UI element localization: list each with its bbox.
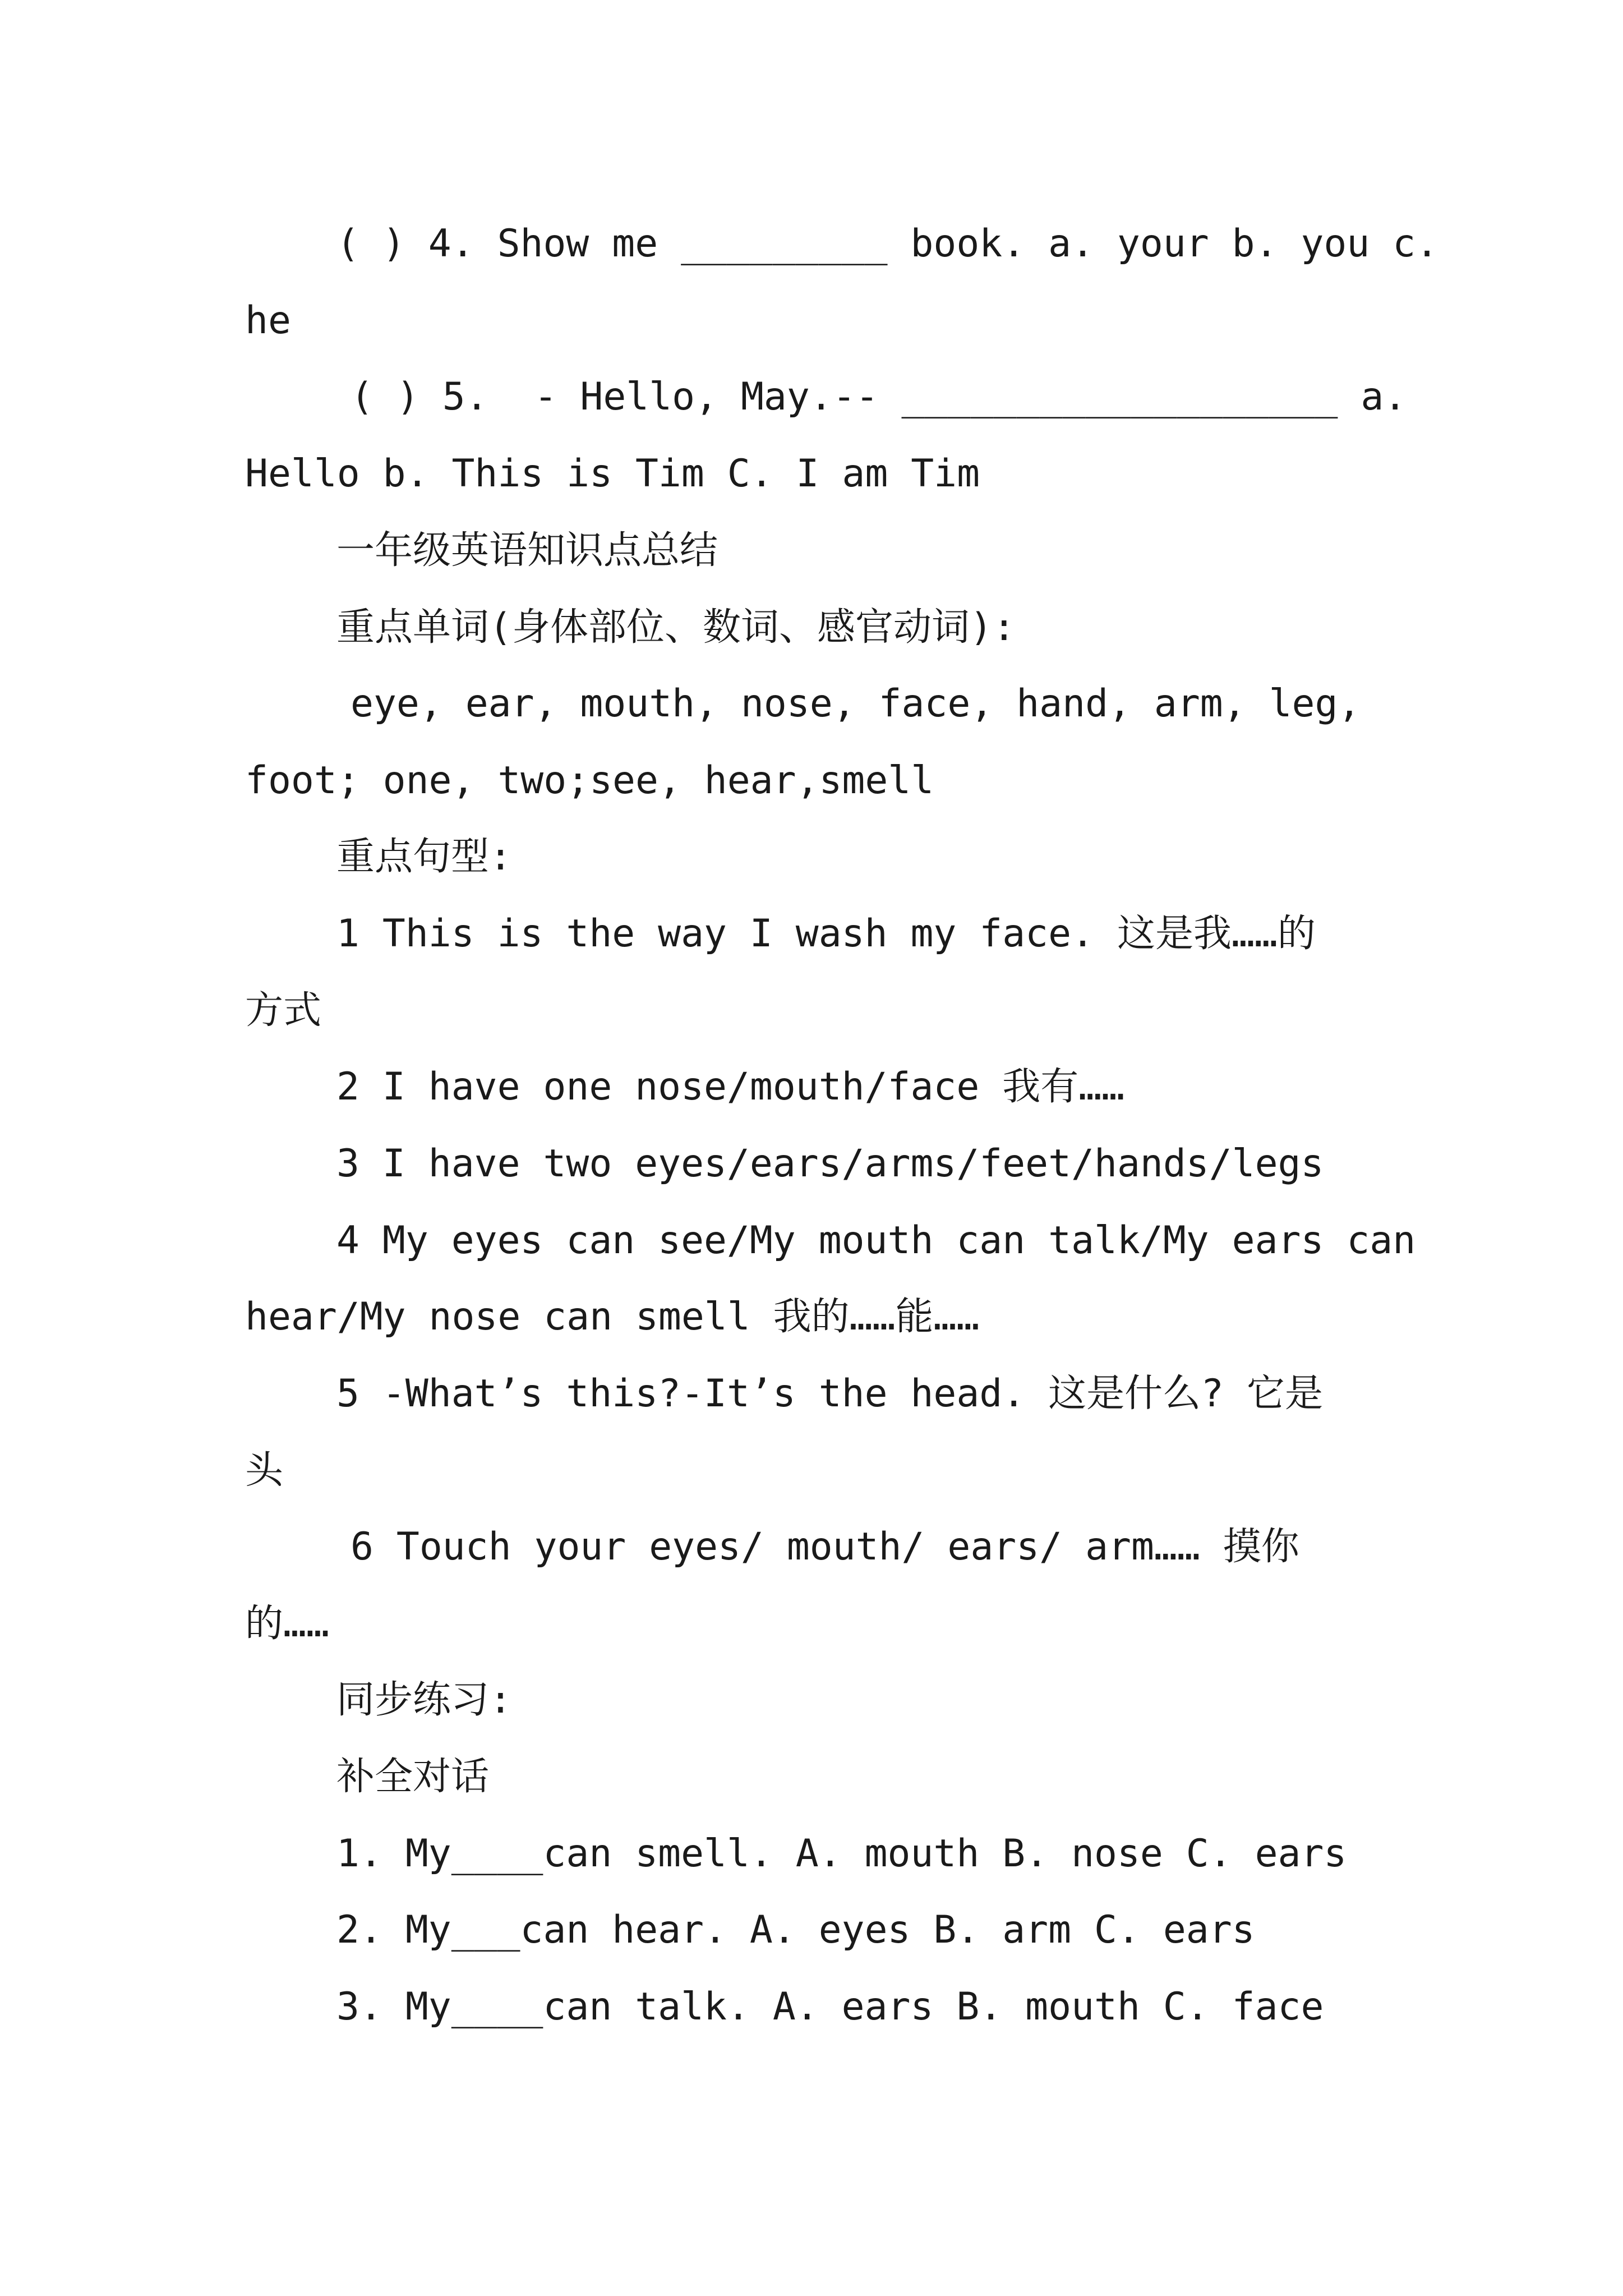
sentence-1-line1: 1 This is the way I wash my face. 这是我……的 (336, 912, 1316, 956)
key-words-line2: foot; one, two;see, hear,smell (245, 758, 934, 803)
practice-heading: 同步练习: (336, 1678, 512, 1722)
key-words-heading: 重点单词(身体部位、数词、感官动词): (336, 605, 1016, 650)
sentence-6-line1: 6 Touch your eyes/ mouth/ ears/ arm…… 摸你 (351, 1525, 1299, 1569)
quiz-q5-line1: ( ) 5. - Hello, May.-- ___________________ a. (351, 375, 1407, 419)
key-words-line1: eye, ear, mouth, nose, face, hand, arm, leg, (351, 682, 1361, 726)
sentence-4-line2: hear/My nose can smell 我的……能…… (245, 1295, 980, 1339)
sentence-5-line1: 5 -What’s this?-It’s the head. 这是什么? 它是 (336, 1372, 1324, 1416)
key-sentences-heading: 重点句型: (336, 835, 512, 879)
practice-question-3: 3. My____can talk. A. ears B. mouth C. face (336, 1985, 1324, 2029)
sentence-5-line2: 头 (245, 1448, 284, 1493)
sentence-3: 3 I have two eyes/ears/arms/feet/hands/legs (336, 1142, 1324, 1186)
sentence-4-line1: 4 My eyes can see/My mouth can talk/My ears can (336, 1218, 1416, 1263)
quiz-q4-line2: he (245, 298, 291, 343)
summary-title: 一年级英语知识点总结 (336, 528, 718, 573)
practice-subheading: 补全对话 (336, 1755, 490, 1799)
practice-question-1: 1. My____can smell. A. mouth B. nose C. ears (336, 1832, 1347, 1876)
quiz-q4-line1: ( ) 4. Show me _________ book. a. your b. you c. (336, 222, 1439, 266)
quiz-q5-line2: Hello b. This is Tim C. I am Tim (245, 452, 980, 496)
sentence-1-line2: 方式 (245, 988, 322, 1033)
practice-question-2: 2. My___can hear. A. eyes B. arm C. ears (336, 1908, 1255, 1952)
sentence-6-line2: 的…… (245, 1602, 329, 1646)
sentence-2: 2 I have one nose/mouth/face 我有…… (336, 1065, 1125, 1109)
